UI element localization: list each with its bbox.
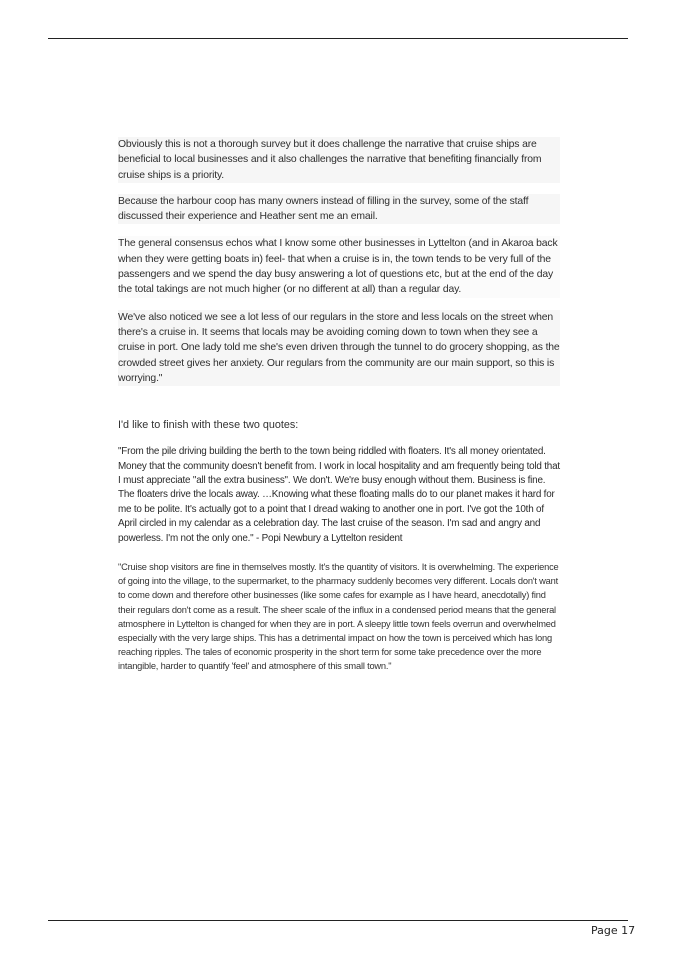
footer-rule [48,920,628,921]
paragraph-general-consensus: The general consensus echos what I know some other businesses in Lyttelton (and in Akaroa back when they were getting boats in) feel- that when a cruise is in, the town tends to be very full of the passengers and we spend the day busy answering a lot of questions etc, but at the end of the day the total takings are not much higher (or no different at all) than a regular day. [118,236,560,297]
header-rule [48,38,628,39]
quote-popi-newbury: "From the pile driving building the berth to the town being riddled with floaters. It's all money orientated. Money that the community doesn't benefit from. I work in local hospitality and am frequently being told that I must appreciate "all the extra business". We don't. We're busy enough without them. Business is fine. The floaters drive the locals away. …Knowing what these floating malls do to our planet makes it hard for me to be polite. It's actually got to a point that I dread waking to another one in port. I've got the 10th of April circled in my calendar as a celebration day. The last cruise of the season. I'm sad and angry and powerless. I'm not the only one." - Popi Newbury a Lyttelton resident [118,445,560,546]
paragraph-regulars: We've also noticed we see a lot less of our regulars in the store and less locals on the street when there's a cruise in. It seems that locals may be avoiding coming down to town when they see a cruise in port. One lady told me she's even driven through the tunnel to do grocery shopping, as the crowded street gives her anxiety. Our regulars from the community are our main support, so this is worrying." [118,310,560,386]
paragraph-harbour-coop: Because the harbour coop has many owners instead of filling in the survey, some of the staff discussed their experience and Heather sent me an email. [118,194,560,225]
quote-cruise-shop-visitors: "Cruise shop visitors are fine in themselves mostly. It's the quantity of visitors. It is overwhelming. The experience of going into the village, to the supermarket, to the pharmacy suddenly becomes very different. Locals don't want to come down and therefore other businesses (like some cafes for example as I have heard, anecdotally) find their regulars don't come as a result. The sheer scale of the influx in a condensed period means that the general atmosphere in Lyttelton is changed for when they are in port. A sleepy little town feels overrun and overwhelmed especially with the very large ships. This has a detrimental impact on how the town is perceived which has long reaching ripples. The tales of economic prosperity in the short term for some take precedence over the more intangible, harder to quantify 'feel' and atmosphere of this small town." [118,560,560,674]
paragraph-survey-narrative: Obviously this is not a thorough survey but it does challenge the narrative that cruise ships are beneficial to local businesses and it also challenges the narrative that benefiting financially from cruise ships is a priority. [118,137,560,183]
page-number: Page 17 [591,924,636,937]
quotes-heading: I'd like to finish with these two quotes: [118,418,560,433]
document-body [118,137,560,674]
